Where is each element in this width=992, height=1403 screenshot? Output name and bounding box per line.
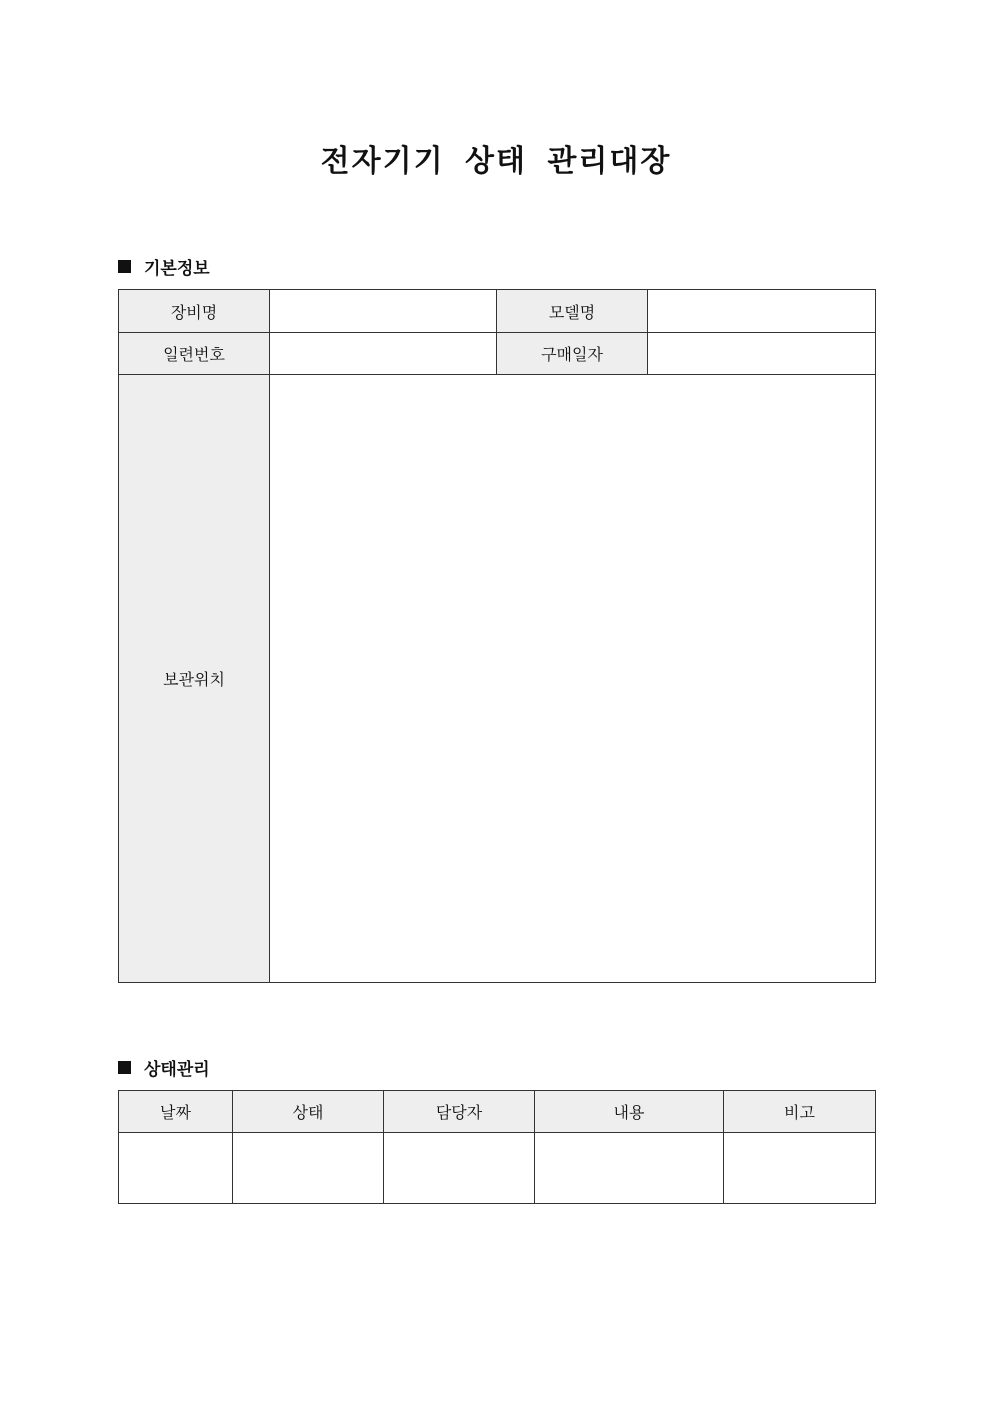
page-title: 전자기기 상태 관리대장	[320, 144, 672, 179]
column-header-date: 날짜	[119, 1091, 233, 1133]
remarks-cell[interactable]	[724, 1133, 876, 1204]
purchase-date-label: 구매일자	[497, 333, 648, 375]
basic-info-table	[118, 289, 876, 983]
manager-cell[interactable]	[384, 1133, 535, 1204]
equipment-name-field[interactable]	[270, 290, 497, 333]
storage-location-field[interactable]	[270, 375, 876, 983]
section-heading-label: 상태관리	[144, 1060, 210, 1080]
status-management-table	[118, 1090, 876, 1204]
column-header-remarks: 비고	[724, 1091, 876, 1133]
storage-location-label: 보관위치	[119, 375, 270, 983]
section-heading-status	[118, 1055, 210, 1080]
table-row	[119, 1133, 876, 1204]
column-header-content: 내용	[535, 1091, 724, 1133]
model-name-label: 모델명	[497, 290, 648, 333]
table-header-row	[119, 1091, 876, 1133]
equipment-name-label: 장비명	[119, 290, 270, 333]
table-row	[119, 290, 876, 333]
section-heading-basic	[118, 254, 210, 279]
serial-number-label: 일련번호	[119, 333, 270, 375]
section-heading-label: 기본정보	[144, 259, 210, 279]
column-header-manager: 담당자	[384, 1091, 535, 1133]
content-cell[interactable]	[535, 1133, 724, 1204]
table-row	[119, 375, 876, 983]
status-cell[interactable]	[233, 1133, 384, 1204]
serial-number-field[interactable]	[270, 333, 497, 375]
model-name-field[interactable]	[648, 290, 876, 333]
column-header-status: 상태	[233, 1091, 384, 1133]
date-cell[interactable]	[119, 1133, 233, 1204]
square-bullet-icon	[118, 1061, 131, 1074]
square-bullet-icon	[118, 260, 131, 273]
table-row	[119, 333, 876, 375]
purchase-date-field[interactable]	[648, 333, 876, 375]
